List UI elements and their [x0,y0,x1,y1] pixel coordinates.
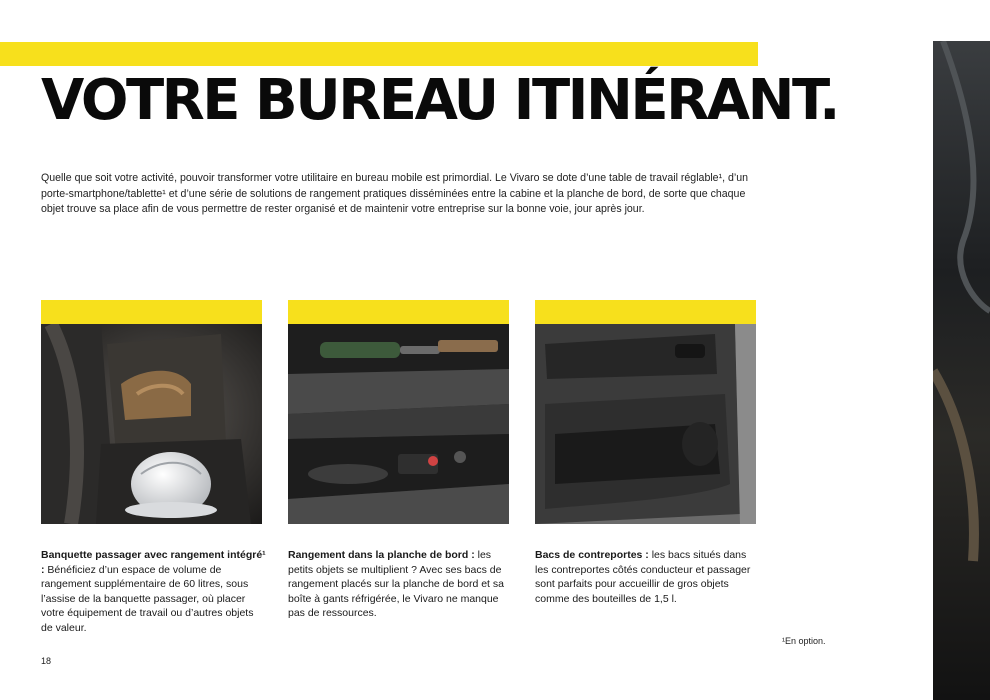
feature-card-bench [41,300,262,524]
next-page-photo-strip [933,41,990,700]
feature-caption-door-bins [535,548,761,606]
intro-paragraph: Quelle que soit votre activité, pouvoir transformer votre utilitaire en bureau mobile est primordial. Le Vivaro se dote d’une table de travail réglable¹, d’un porte-smartphone/tablette¹ et d’une série de solutions de rangement pratiques disséminées entre la cabine et la planche de bord, de sorte que chaque objet trouve sa place afin de vous permettre de rester organisé et de maintenir votre entreprise sur la bonne voie, jour après jour. [41,172,749,215]
feature-caption-dashboard [288,548,514,621]
page-title: VOTRE BUREAU ITINÉRANT. [41,68,838,133]
card-accent-band [288,300,509,324]
caption-body: les bacs situés dans les contreportes côtés conducteur et passager sont parfaits pour accueillir de gros objets comme des bouteilles de 1,5 l. [535,549,751,605]
card-accent-band [41,300,262,324]
caption-title: Banquette passager avec rangement intégré¹ : [41,549,266,576]
caption-body: Bénéficiez d’un espace de volume de rangement supplémentaire de 60 litres, sous l’assise de la banquette passager, où placer votre équipement de travail ou d’autres objets de valeur. [41,563,254,634]
footnote: ¹En option. [782,636,826,646]
page-number: 18 [41,656,52,666]
feature-card-dashboard [288,300,509,524]
bench-storage-photo [41,324,262,524]
card-accent-band [535,300,756,324]
caption-body: les petits objets se multiplient ? Avec ses bacs de rangement placés sur la planche de bord et sa boîte à gants réfrigérée, le Vivaro ne manque pas de ressources. [288,549,504,620]
feature-card-door-bins [535,300,756,524]
title-accent-band [0,42,758,66]
door-bin-photo [535,324,756,524]
caption-title: Rangement dans la planche de bord : [288,549,475,561]
dashboard-storage-photo [288,324,509,524]
caption-title: Bacs de contreportes : [535,549,649,561]
feature-caption-bench [41,548,267,636]
